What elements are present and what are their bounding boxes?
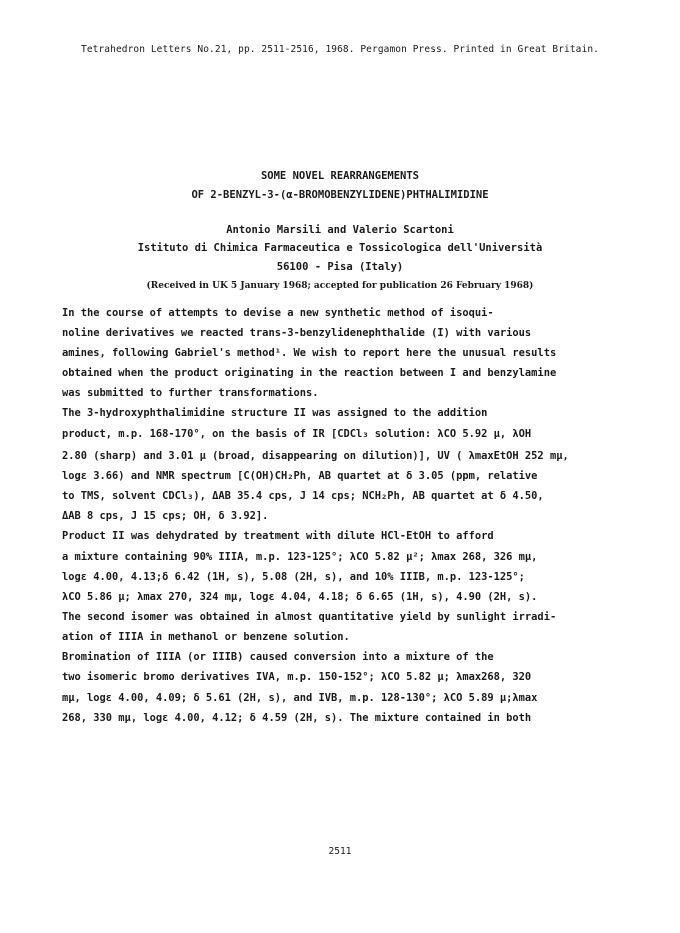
body-line: The second isomer was obtained in almost quantitative yield by sunlight irradi- [62,611,557,623]
body-line: two isomeric bromo derivatives IVA, m.p. 150-152°; λCO 5.82 µ; λmax268, 320 [62,671,532,683]
body-line: logε 3.66) and NMR spectrum [C(OH)CH₂Ph, AB quartet at δ 3.05 (ppm, relative [62,470,538,482]
body-line: was submitted to further transformations. [62,387,319,399]
body-line: to TMS, solvent CDCl₃), ΔAB 35.4 cps, J 14 cps; NCH₂Ph, AB quartet at δ 4.50, [62,490,544,502]
page-number: 2511 [328,846,352,857]
body-line: 2.80 (sharp) and 3.01 µ (broad, disappearing on dilution)], UV ( λmaxEtOH 252 mµ, [62,450,569,462]
body-line: noline derivatives we reacted trans-3-benzylidenephthalide (I) with various [62,327,532,339]
institution: Istituto di Chimica Farmaceutica e Tossicologica dell'Università [137,242,543,254]
body-line: Bromination of IIIA (or IIIB) caused conversion into a mixture of the [62,651,494,663]
city: 56100 - Pisa (Italy) [276,261,404,273]
body-line: product, m.p. 168-170°, on the basis of IR [CDCl₃ solution: λCO 5.92 µ, λOH [62,428,532,440]
body-line: ation of IIIA in methanol or benzene solution. [62,631,350,643]
body-line: 268, 330 mµ, logε 4.00, 4.12; δ 4.59 (2H, s). The mixture contained in both [62,712,532,724]
body-line: logε 4.00, 4.13;δ 6.42 (1H, s), 5.08 (2H, s), and 10% IIIB, m.p. 123-125°; [62,571,525,583]
body-line: obtained when the product originating in the reaction between I and benzylamine [62,367,557,379]
body-line: amines, following Gabriel's method¹. We wish to report here the unusual results [62,347,557,359]
body-line: λCO 5.86 µ; λmax 270, 324 mµ, logε 4.04, 4.18; δ 6.65 (1H, s), 4.90 (2H, s). [62,591,538,603]
body-line: In the course of attempts to devise a new synthetic method of isoqui- [62,307,494,319]
journal-header: Tetrahedron Letters No.21, pp. 2511-2516, 1968. Pergamon Press. Printed in Great Britain. [81,44,599,55]
body-line: ΔAB 8 cps, J 15 cps; OH, δ 3.92]. [62,510,269,522]
body-line: Product II was dehydrated by treatment with dilute HCl-EtOH to afford [62,530,494,542]
article-title-line-2: OF 2-BENZYL-3-(α-BROMOBENZYLIDENE)PHTHALIMIDINE [191,189,489,201]
body-line: The 3-hydroxyphthalimidine structure II was assigned to the addition [62,407,488,419]
body-line: a mixture containing 90% IIIA, m.p. 123-125°; λCO 5.82 µ²; λmax 268, 326 mµ, [62,551,538,563]
authors: Antonio Marsili and Valerio Scartoni [226,224,454,236]
received-date: (Received in UK 5 January 1968; accepted for publication 26 February 1968) [146,281,534,291]
article-title-line-1: SOME NOVEL REARRANGEMENTS [260,170,420,182]
body-line: mµ, logε 4.00, 4.09; δ 5.61 (2H, s), and IVB, m.p. 128-130°; λCO 5.89 µ;λmax [62,692,538,704]
